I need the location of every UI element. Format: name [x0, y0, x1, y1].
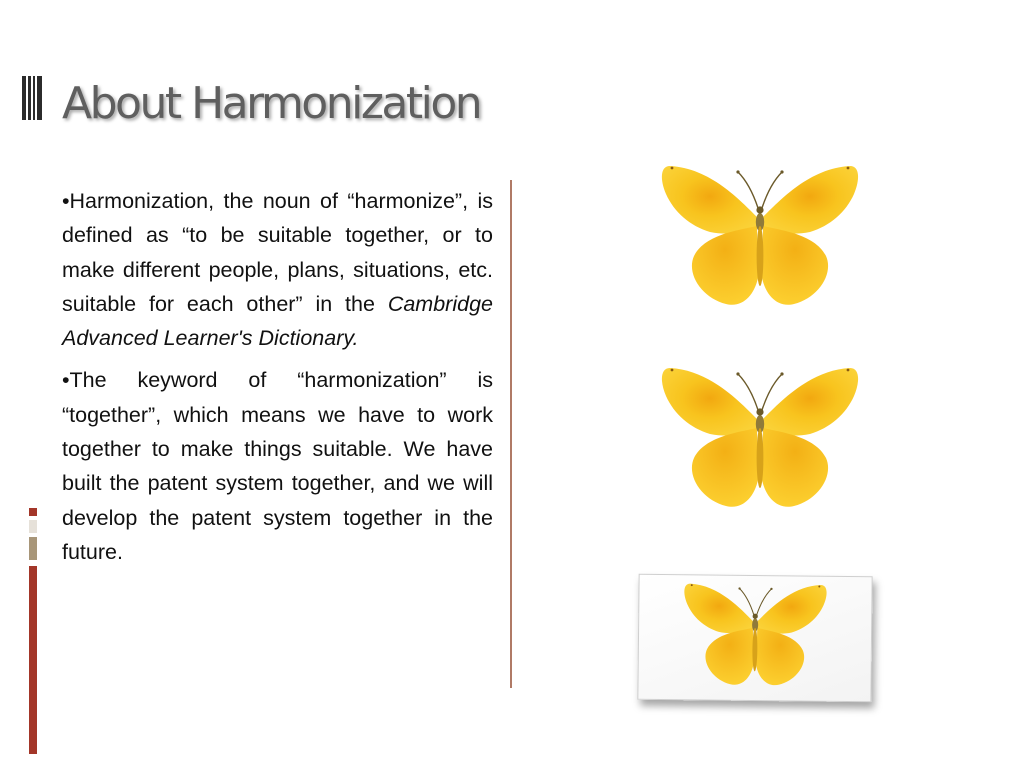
vertical-divider	[510, 180, 512, 688]
accent-bar-light	[29, 520, 37, 533]
yellow-butterfly-image	[654, 579, 855, 697]
yellow-butterfly-image	[650, 160, 870, 320]
paragraph-keyword: •The keyword of “harmonization” is “together”, which means we have to work together to make things suitable. We have built the patent system together, and we will develop the patent system together in the future.	[62, 368, 493, 564]
title-bars-decoration	[22, 76, 44, 120]
yellow-butterfly-image	[650, 362, 870, 522]
dictionary-source: Cambridge Advanced Learner's Dictionary.	[62, 291, 493, 351]
accent-bar-red-small	[29, 508, 37, 516]
definition-text: •Harmonization, the noun of “harmonize”, is defined as “to be suitable together, or to make different people, plans, situations, etc. suitable for each other” in the	[62, 189, 493, 316]
framed-butterfly-photo	[637, 574, 872, 702]
accent-bar-tan	[29, 537, 37, 560]
paragraph-definition	[62, 184, 493, 355]
accent-bar-red-long	[29, 566, 37, 754]
body-text	[62, 184, 493, 577]
page-title: About Harmonization	[62, 78, 481, 129]
